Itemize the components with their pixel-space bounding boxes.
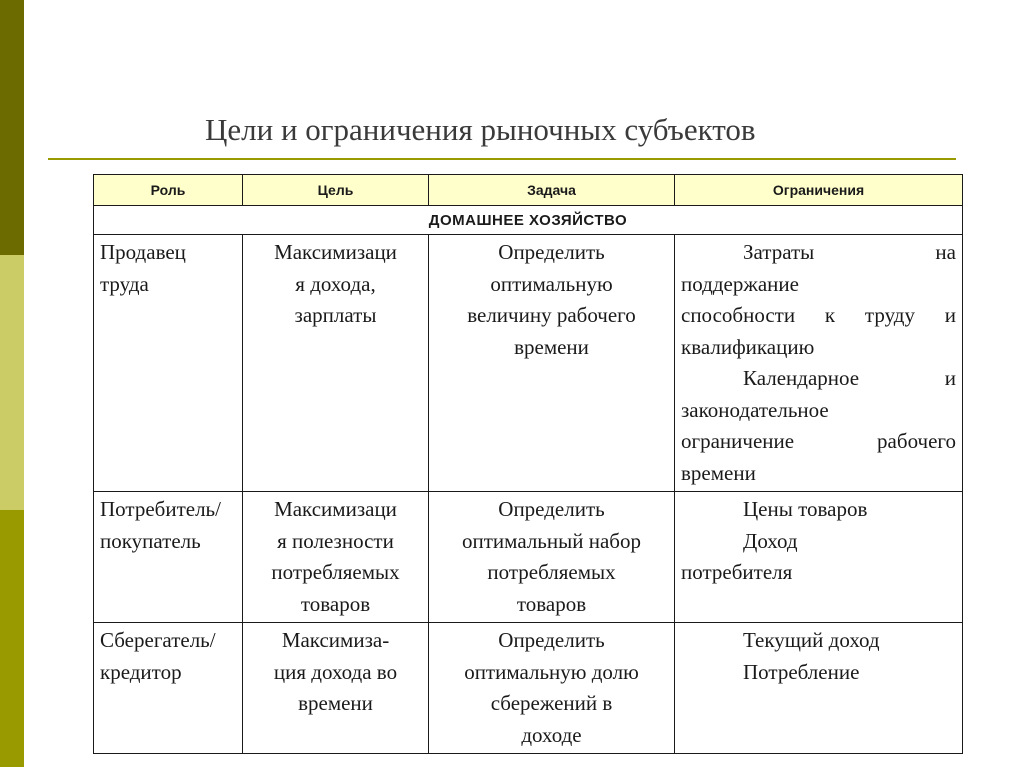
cell-line: Максимизаци bbox=[274, 240, 397, 264]
cell-role bbox=[94, 623, 243, 754]
cell-line: покупатель bbox=[100, 528, 201, 553]
cell-line: Текущий доход bbox=[743, 628, 880, 652]
side-stripe bbox=[0, 0, 24, 767]
cell-line: времени bbox=[681, 460, 756, 485]
cell-line: Определить bbox=[498, 628, 605, 652]
cell-limits bbox=[675, 623, 963, 754]
cell-role bbox=[94, 492, 243, 623]
cell-line: сбережений в bbox=[490, 691, 613, 715]
cell-line: Сберегатель/ bbox=[100, 628, 216, 652]
section-row bbox=[94, 206, 963, 235]
header-row bbox=[94, 175, 963, 206]
cell-line: оптимальный набор bbox=[462, 528, 641, 553]
cell-line: я полезности bbox=[277, 528, 394, 553]
cell-goal bbox=[243, 235, 429, 492]
slide-title: Цели и ограничения рыночных субъектов bbox=[205, 112, 756, 147]
side-stripe-middle bbox=[0, 255, 24, 510]
cell-line: ограничение рабочего bbox=[681, 429, 956, 453]
cell-line: товаров bbox=[300, 591, 371, 616]
cell-line: величину рабочего bbox=[467, 303, 636, 327]
cell-line: Продавец bbox=[100, 240, 186, 264]
cell-limits bbox=[675, 492, 963, 623]
cell-line: кредитор bbox=[100, 659, 182, 684]
table-row bbox=[94, 235, 963, 492]
cell-line: Потребление bbox=[743, 659, 860, 684]
cell-line: Определить bbox=[498, 240, 605, 264]
cell-goal bbox=[243, 492, 429, 623]
header-limits: Ограничения bbox=[675, 175, 963, 206]
table-row bbox=[94, 623, 963, 754]
cell-line: оптимальную долю bbox=[464, 659, 639, 684]
section-household: ДОМАШНЕЕ ХОЗЯЙСТВО bbox=[94, 206, 963, 235]
cell-line: поддержание bbox=[681, 271, 799, 296]
cell-task bbox=[429, 492, 675, 623]
cell-line: потребляемых bbox=[271, 560, 400, 584]
title-underline bbox=[48, 158, 956, 160]
cell-line: Календарное и bbox=[743, 366, 956, 390]
cell-line: Потребитель/ bbox=[100, 497, 221, 521]
cell-line: я дохода, bbox=[295, 271, 376, 296]
cell-line: законодательное bbox=[681, 397, 829, 422]
cell-line: товаров bbox=[516, 591, 587, 616]
cell-line: зарплаты bbox=[294, 303, 377, 327]
cell-line: доходе bbox=[521, 722, 582, 747]
side-stripe-bottom bbox=[0, 510, 24, 767]
cell-line: квалификацию bbox=[681, 334, 815, 359]
cell-line: Максимиза- bbox=[281, 628, 390, 652]
cell-line: времени bbox=[514, 334, 589, 359]
cell-task bbox=[429, 623, 675, 754]
header-task: Задача bbox=[429, 175, 675, 206]
cell-role bbox=[94, 235, 243, 492]
cell-line: потребляемых bbox=[487, 560, 616, 584]
cell-line: Максимизаци bbox=[274, 497, 397, 521]
table-row bbox=[94, 492, 963, 623]
cell-goal bbox=[243, 623, 429, 754]
cell-task bbox=[429, 235, 675, 492]
cell-line: Цены товаров bbox=[743, 497, 868, 521]
cell-line: времени bbox=[298, 691, 373, 715]
cell-line: Определить bbox=[498, 497, 605, 521]
cell-line: ция дохода во bbox=[273, 659, 398, 684]
cell-line: потребителя bbox=[681, 560, 793, 584]
cell-line: Затраты на bbox=[743, 240, 956, 264]
side-stripe-top bbox=[0, 0, 24, 255]
goals-table bbox=[93, 174, 963, 754]
cell-limits bbox=[675, 235, 963, 492]
cell-line: Доход bbox=[743, 528, 798, 553]
cell-line: способности к труду и bbox=[681, 303, 956, 327]
header-goal: Цель bbox=[243, 175, 429, 206]
header-role: Роль bbox=[94, 175, 243, 206]
cell-line: оптимальную bbox=[490, 271, 613, 296]
cell-line: труда bbox=[100, 271, 149, 296]
